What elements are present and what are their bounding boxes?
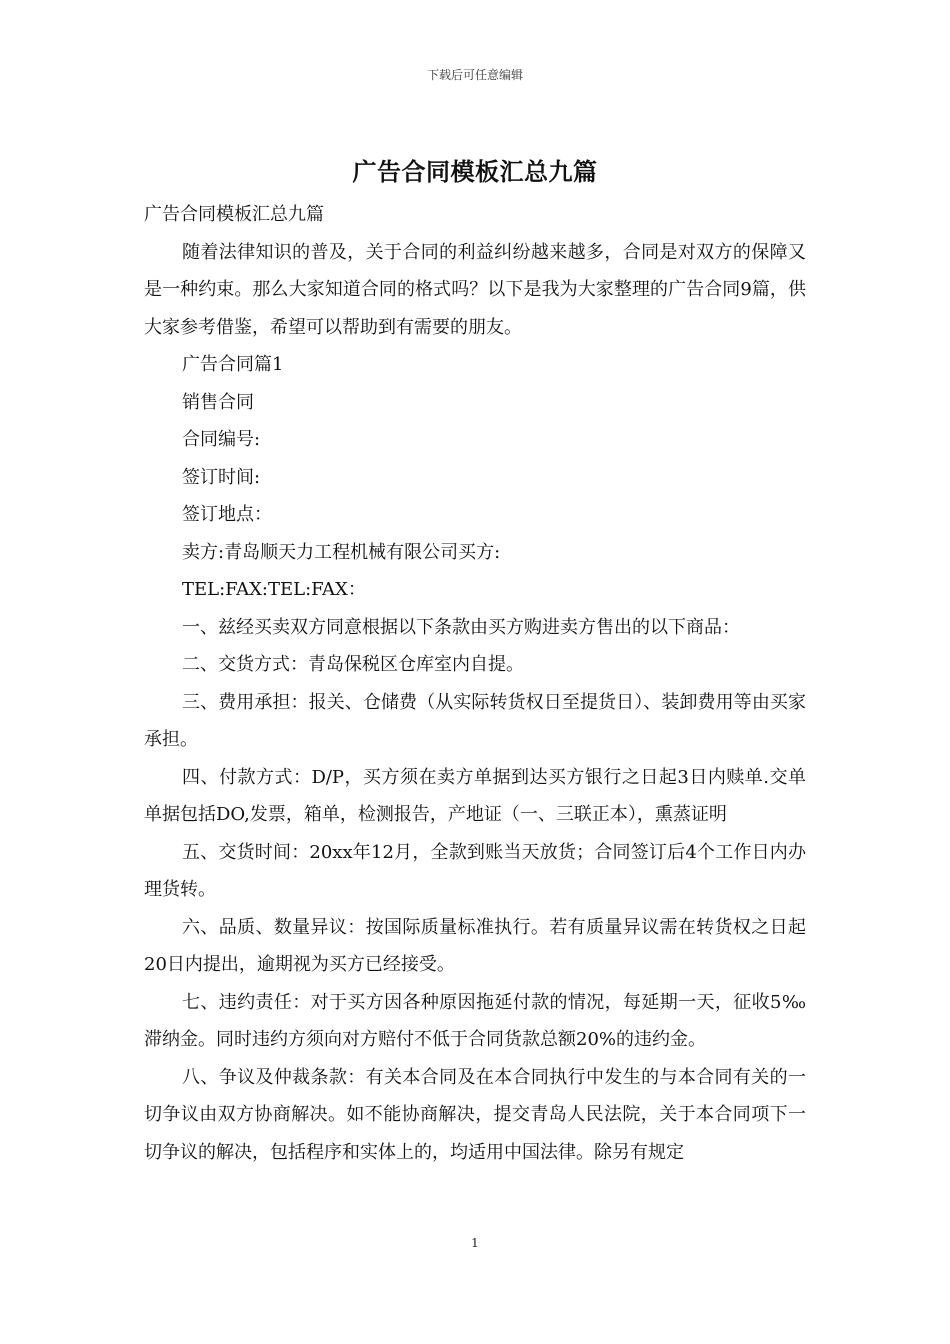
clause-7: 七、违约责任：对于买方因各种原因拖延付款的情况，每延期一天，征收5‰滞纳金。同时违约方须向对方赔付不低于合同货款总额20%的违约金。: [144, 991, 806, 1050]
signing-place-field: 签订地点：: [182, 504, 272, 525]
contact-line: TEL:FAX:TEL:FAX：: [182, 579, 366, 600]
page-number: 1: [471, 1236, 479, 1250]
parties-line: 卖方:青岛顺天力工程机械有限公司买方:: [182, 541, 501, 563]
intro-paragraph: 随着法律知识的普及，关于合同的利益纠纷越来越多，合同是对双方的保障又是一种约束。那么大家知道合同的格式吗？以下是我为大家整理的广告合同9篇，供大家参考借鉴，希望可以帮助到有需要的朋友。: [144, 241, 806, 338]
clause-3: 三、费用承担：报关、仓储费（从实际转货权日至提货日）、装卸费用等由买家承担。: [144, 691, 806, 750]
clause-2: 二、交货方式：青岛保税区仓库室内自提。: [182, 654, 524, 675]
clause-4: 四、付款方式：D/P，买方须在卖方单据到达买方银行之日起3日内赎单.交单单据包括DO,发票，箱单，检测报告，产地证（一、三联正本），熏蒸证明: [144, 766, 806, 825]
document-title: 广告合同模板汇总九篇: [352, 157, 598, 186]
signing-time-field: 签订时间:: [182, 466, 261, 488]
clause-6: 六、品质、数量异议：按国际质量标准执行。若有质量异议需在转货权之日起20日内提出，逾期视为买方已经接受。: [144, 916, 806, 975]
subtitle-paragraph: 广告合同模板汇总九篇: [144, 204, 324, 225]
document-body: [144, 196, 806, 1171]
contract-name: 销售合同: [182, 391, 254, 413]
clause-5: 五、交货时间：20xx年12月，全款到账当天放货；合同签订后4个工作日内办理货转。: [144, 841, 806, 900]
section-heading: 广告合同篇1: [182, 354, 284, 375]
contract-number-field: 合同编号:: [182, 429, 261, 450]
clause-8: 八、争议及仲裁条款：有关本合同及在本合同执行中发生的与本合同有关的一切争议由双方协商解决。如不能协商解决，提交青岛人民法院，关于本合同项下一切争议的解决，包括程序和实体上的，均适用中国法律。除另有规定: [144, 1066, 806, 1163]
clause-1: 一、兹经买卖双方同意根据以下条款由买方购进卖方售出的以下商品：: [182, 616, 740, 638]
page-header: 下载后可任意编辑: [426, 68, 523, 82]
